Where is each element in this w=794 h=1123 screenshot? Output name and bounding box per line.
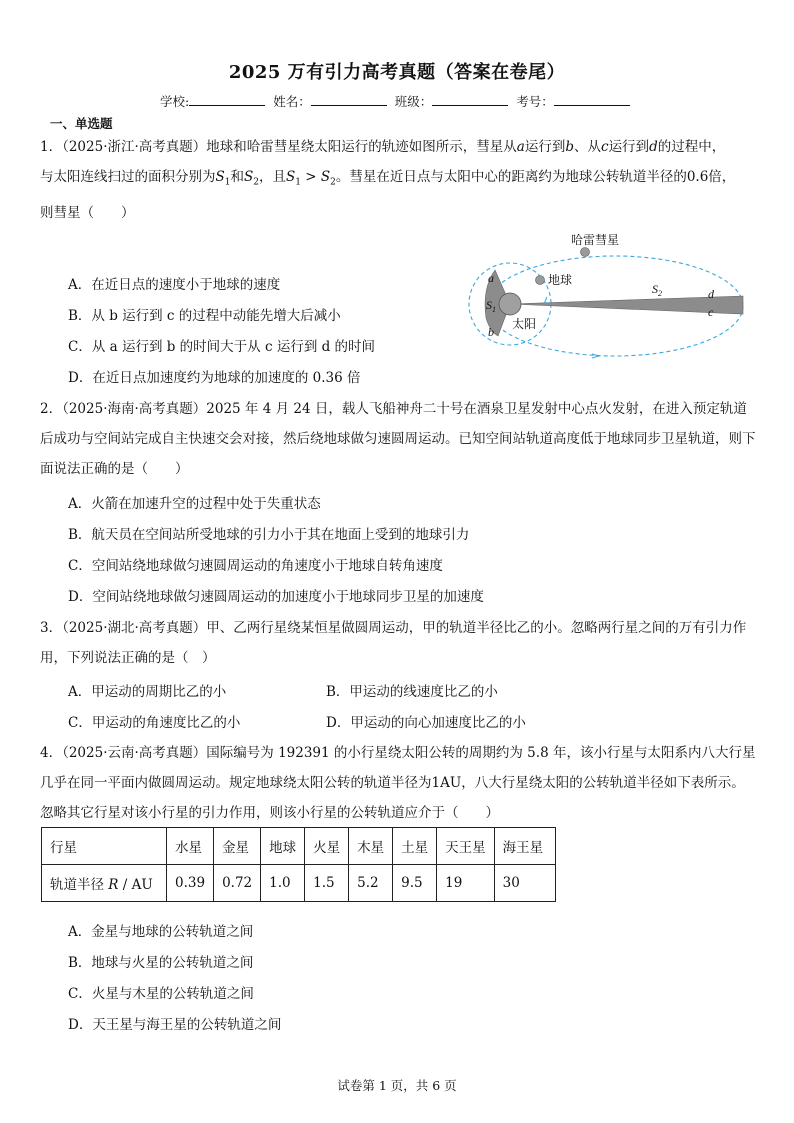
q4-option-b[interactable]: B．地球与火星的公转轨道之间 [68, 955, 254, 971]
orbit-diagram [468, 232, 746, 364]
q1-option-a[interactable]: A．在近日点的速度小于地球的速度 [68, 277, 281, 293]
comet-label: 哈雷彗星 [571, 233, 620, 247]
table-cell: 30 [494, 865, 555, 902]
exam-number-label: 考号： [516, 94, 554, 109]
table-cell: 海王星 [494, 828, 555, 865]
point-b-label: b [488, 325, 494, 339]
page-footer: 试卷第 1 页，共 6 页 [337, 1078, 457, 1093]
exam-number-blank[interactable] [554, 93, 630, 106]
page-title: 2025 万有引力高考真题（答案在卷尾） [228, 62, 566, 83]
s1-label: $S_1$ [486, 298, 496, 314]
school-label: 学校: [160, 94, 190, 109]
q2-option-a[interactable]: A．火箭在加速升空的过程中处于失重状态 [68, 496, 321, 512]
comet-icon [581, 248, 590, 257]
table-cell: 1.5 [305, 865, 349, 902]
orbit-arrow-icon [592, 354, 599, 358]
table-cell: 19 [437, 865, 495, 902]
point-c-label: c [708, 305, 714, 319]
q1-option-c[interactable]: C．从 a 运行到 b 的时间大于从 c 运行到 d 的时间 [68, 339, 376, 355]
question-2: 2．（2025·海南·高考真题）2025 年 4 月 24 日，载人飞船神舟二十号在酒泉卫星发射中心点火发射，在进入预定轨道后成功与空间站完成自主快速交会对接，然后绕地球做匀速圆周运动。已知空间站轨道高度低于地球同步卫星轨道，则下面说法正确的是（ ） [40, 401, 756, 477]
name-blank[interactable] [311, 93, 387, 106]
q3-option-a[interactable]: A．甲运动的周期比乙的小 [68, 684, 227, 700]
table-cell: 1.0 [261, 865, 305, 902]
table-cell: 0.39 [167, 865, 214, 902]
q2-option-b[interactable]: B．航天员在空间站所受地球的引力小于其在地面上受到的地球引力 [68, 527, 470, 543]
table-cell: 天王星 [437, 828, 495, 865]
table-cell: 土星 [393, 828, 437, 865]
name-label: 姓名： [273, 94, 311, 109]
class-label: 班级： [394, 94, 433, 109]
question-3: 3．（2025·湖北·高考真题）甲、乙两行星绕某恒星做圆周运动，甲的轨道半径比乙的小。忽略两行星之间的万有引力作用，下列说法正确的是（ ） [40, 620, 747, 666]
question-4: 4．（2025·云南·高考真题）国际编号为 192391 的小行星绕太阳公转的周期约为 5.8 年，该小行星与太阳系内八大行星几乎在同一平面内做圆周运动。规定地球绕太阳公转的轨道半径为1AU，八大行星绕太阳的公转轨道半径如下表所示。忽略其它行星对该小行星的引力作用，则该小行星的公转轨道应介于（ ） [40, 745, 756, 821]
orbit-radius-table [41, 827, 556, 902]
question-1 [40, 132, 756, 228]
table-cell: 9.5 [393, 865, 437, 902]
q4-option-c[interactable]: C．火星与木星的公转轨道之间 [68, 986, 254, 1002]
earth-label: 地球 [548, 273, 573, 287]
q1-option-d[interactable]: D．在近日点加速度约为地球的加速度的 0.36 倍 [68, 370, 361, 386]
q2-option-c[interactable]: C．空间站绕地球做匀速圆周运动的角速度小于地球自转角速度 [68, 558, 443, 574]
sun-label: 太阳 [512, 317, 537, 331]
table-cell: 金星 [214, 828, 261, 865]
q3-option-c[interactable]: C．甲运动的角速度比乙的小 [68, 715, 241, 731]
q2-option-d[interactable]: D．空间站绕地球做匀速圆周运动的加速度小于地球同步卫星的加速度 [68, 589, 484, 605]
table-row [42, 865, 556, 902]
table-cell: 火星 [305, 828, 349, 865]
s2-label: $S_2$ [652, 282, 662, 298]
table-cell: 5.2 [349, 865, 393, 902]
class-blank[interactable] [432, 93, 508, 106]
table-cell: 木星 [349, 828, 393, 865]
school-blank[interactable] [189, 93, 265, 106]
q1-option-b[interactable]: B．从 b 运行到 c 的过程中动能先增大后减小 [68, 308, 341, 324]
point-a-label: a [488, 271, 494, 285]
q4-option-d[interactable]: D．天王星与海王星的公转轨道之间 [68, 1017, 282, 1033]
table-header-planet: 行星 [42, 828, 167, 865]
earth-icon [536, 276, 545, 285]
sun-icon [499, 293, 521, 315]
table-header-radius: 轨道半径 R / AU [42, 865, 167, 902]
question-1-line-2: 与太阳连线扫过的面积分别为$S_1$和$S_2$，且$S_1 > S_2$。彗星在近日点与太阳中心的距离约为地球公转轨道半径的0.6倍， [40, 169, 736, 188]
section-heading: 一、单选题 [50, 116, 113, 131]
table-cell: 0.72 [214, 865, 261, 902]
q4-option-a[interactable]: A．金星与地球的公转轨道之间 [68, 924, 254, 940]
q3-option-b[interactable]: B．甲运动的线速度比乙的小 [326, 684, 498, 700]
question-1-line-3: 则彗星（ ） [40, 204, 135, 221]
question-1-line-1: 1．（2025·浙江·高考真题）地球和哈雷彗星绕太阳运行的轨迹如图所示，彗星从a运行到b、从c运行到d的过程中， [40, 139, 726, 155]
table-row [42, 828, 556, 865]
student-info-line [160, 92, 634, 110]
table-cell: 地球 [261, 828, 305, 865]
q3-option-d[interactable]: D．甲运动的向心加速度比乙的小 [326, 715, 526, 731]
point-d-label: d [708, 287, 714, 301]
table-cell: 水星 [167, 828, 214, 865]
